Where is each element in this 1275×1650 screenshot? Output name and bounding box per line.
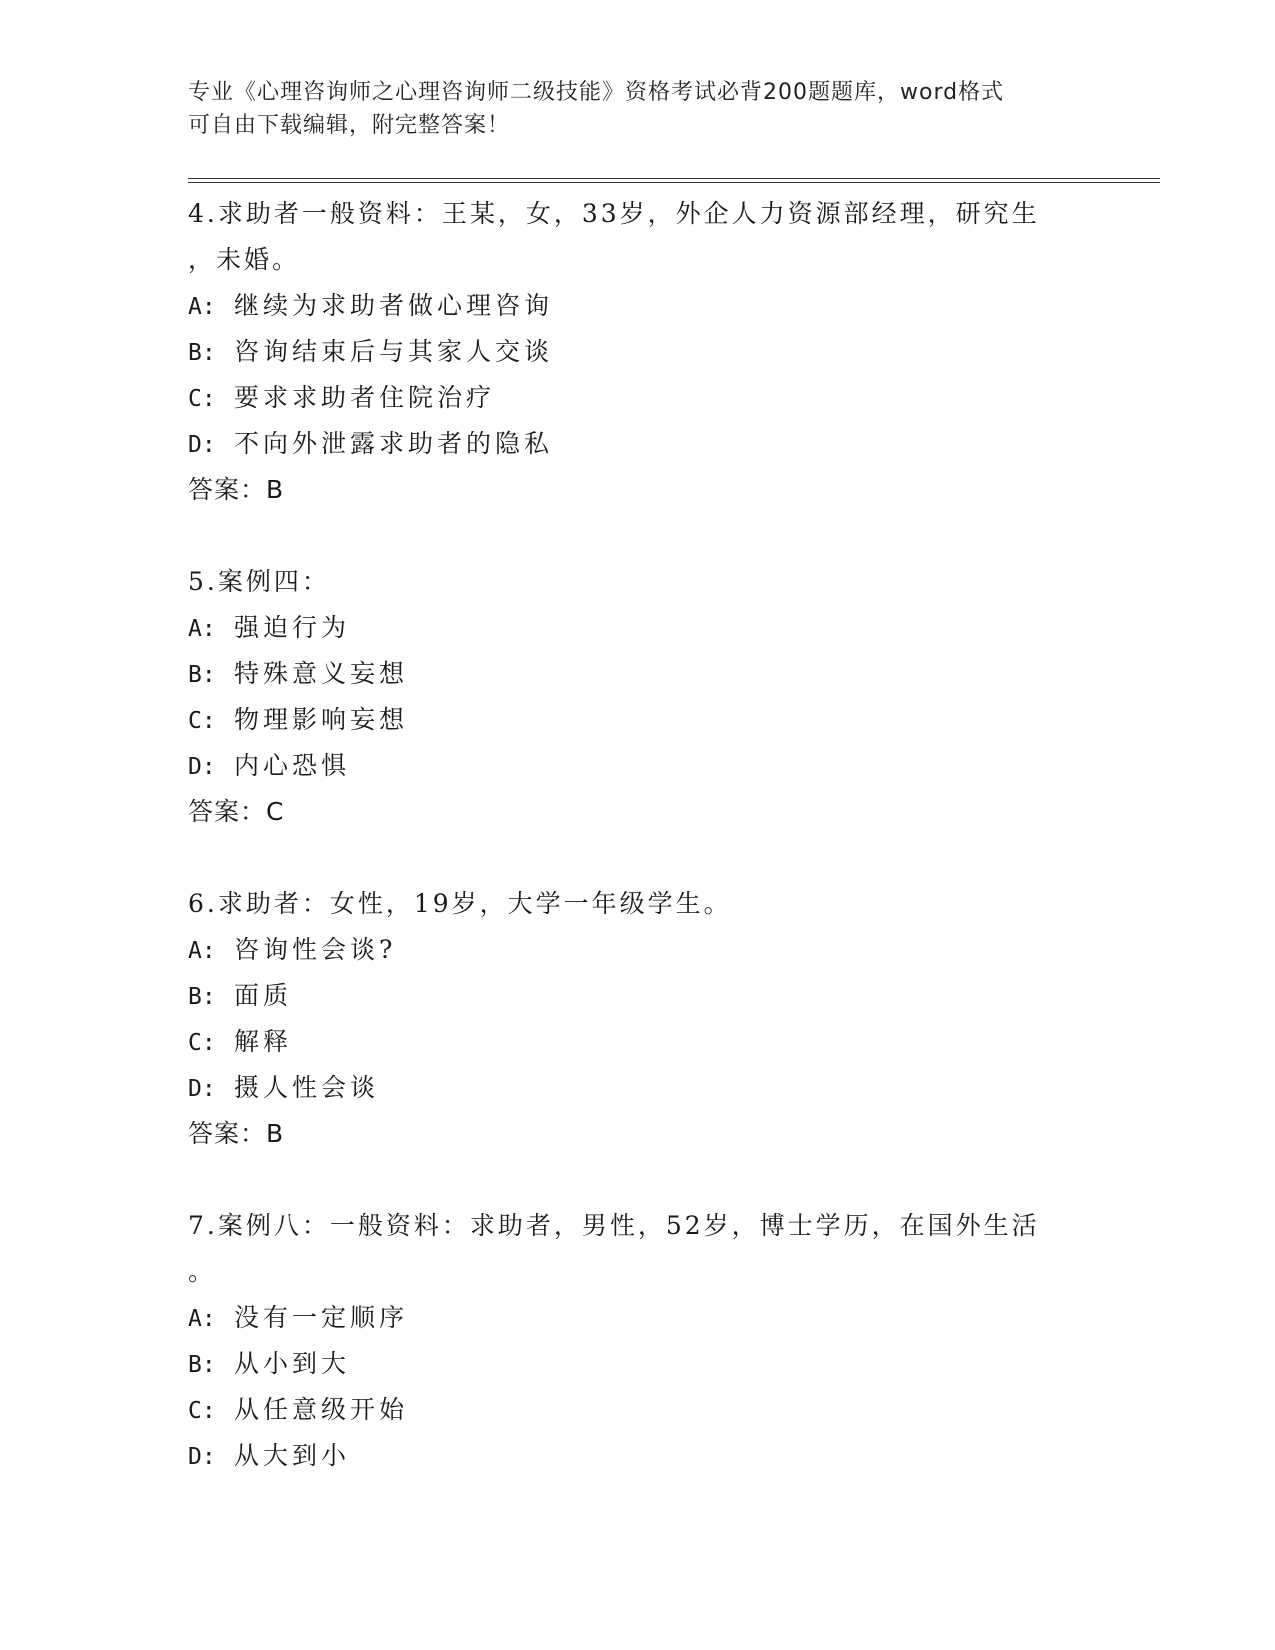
option-a bbox=[188, 283, 1088, 329]
question-6 bbox=[188, 881, 1088, 1203]
header-divider-top bbox=[188, 178, 1160, 179]
header-title-line-2: 可自由下载编辑，附完整答案！ bbox=[188, 113, 511, 138]
option-key: C: bbox=[188, 1398, 216, 1424]
document-header bbox=[188, 76, 1068, 142]
option-key: A: bbox=[188, 938, 216, 964]
option-text: 咨询性会谈? bbox=[234, 935, 397, 964]
option-text: 不向外泄露求助者的隐私 bbox=[234, 429, 554, 458]
header-divider-bottom bbox=[188, 182, 1160, 183]
option-a bbox=[188, 1295, 1088, 1341]
answer-line: 答案：B bbox=[188, 1119, 285, 1148]
question-5 bbox=[188, 559, 1088, 881]
option-key: A: bbox=[188, 616, 216, 642]
option-key: D: bbox=[188, 1076, 216, 1102]
question-stem-line: 7.案例八：一般资料：求助者，男性，52岁，博士学历，在国外生活 bbox=[188, 1211, 1040, 1240]
option-text: 要求求助者住院治疗 bbox=[234, 383, 496, 412]
option-c bbox=[188, 375, 1088, 421]
answer-line: 答案：B bbox=[188, 475, 285, 504]
option-text: 内心恐惧 bbox=[234, 751, 351, 780]
option-text: 摄人性会谈 bbox=[234, 1073, 380, 1102]
option-text: 从小到大 bbox=[234, 1349, 351, 1378]
option-text: 面质 bbox=[234, 981, 293, 1010]
option-a bbox=[188, 927, 1088, 973]
option-text: 从任意级开始 bbox=[234, 1395, 409, 1424]
option-key: A: bbox=[188, 294, 216, 320]
option-text: 咨询结束后与其家人交谈 bbox=[234, 337, 554, 366]
option-key: B: bbox=[188, 984, 216, 1010]
option-d bbox=[188, 1433, 1088, 1479]
question-7 bbox=[188, 1203, 1088, 1479]
option-key: C: bbox=[188, 708, 216, 734]
spacer bbox=[188, 513, 1088, 559]
option-text: 继续为求助者做心理咨询 bbox=[234, 291, 554, 320]
option-c bbox=[188, 1019, 1088, 1065]
option-text: 物理影响妄想 bbox=[234, 705, 409, 734]
header-title-line-1: 专业《心理咨询师之心理咨询师二级技能》资格考试必背200题题库，word格式 bbox=[188, 80, 1005, 105]
question-stem-line: 。 bbox=[188, 1257, 217, 1286]
question-stem-line: 5.案例四： bbox=[188, 567, 330, 596]
answer-line: 答案：C bbox=[188, 797, 285, 826]
option-c bbox=[188, 697, 1088, 743]
question-stem-line: 4.求助者一般资料：王某，女，33岁，外企人力资源部经理，研究生 bbox=[188, 199, 1040, 228]
spacer bbox=[188, 835, 1088, 881]
option-text: 从大到小 bbox=[234, 1441, 351, 1470]
option-key: D: bbox=[188, 432, 216, 458]
option-a bbox=[188, 605, 1088, 651]
question-4 bbox=[188, 191, 1088, 559]
option-d bbox=[188, 743, 1088, 789]
option-key: B: bbox=[188, 662, 216, 688]
option-text: 解释 bbox=[234, 1027, 293, 1056]
option-b bbox=[188, 329, 1088, 375]
option-b bbox=[188, 651, 1088, 697]
option-b bbox=[188, 1341, 1088, 1387]
spacer bbox=[188, 1157, 1088, 1203]
option-text: 强迫行为 bbox=[234, 613, 351, 642]
question-stem-line: 6.求助者：女性，19岁，大学一年级学生。 bbox=[188, 889, 732, 918]
option-b bbox=[188, 973, 1088, 1019]
option-key: B: bbox=[188, 340, 216, 366]
question-stem-line: ，未婚。 bbox=[188, 245, 301, 274]
option-key: D: bbox=[188, 754, 216, 780]
option-key: D: bbox=[188, 1444, 216, 1470]
option-d bbox=[188, 1065, 1088, 1111]
option-key: B: bbox=[188, 1352, 216, 1378]
option-key: A: bbox=[188, 1306, 216, 1332]
option-text: 没有一定顺序 bbox=[234, 1303, 409, 1332]
option-c bbox=[188, 1387, 1088, 1433]
option-text: 特殊意义妄想 bbox=[234, 659, 409, 688]
option-d bbox=[188, 421, 1088, 467]
option-key: C: bbox=[188, 1030, 216, 1056]
question-list bbox=[188, 191, 1088, 1479]
option-key: C: bbox=[188, 386, 216, 412]
